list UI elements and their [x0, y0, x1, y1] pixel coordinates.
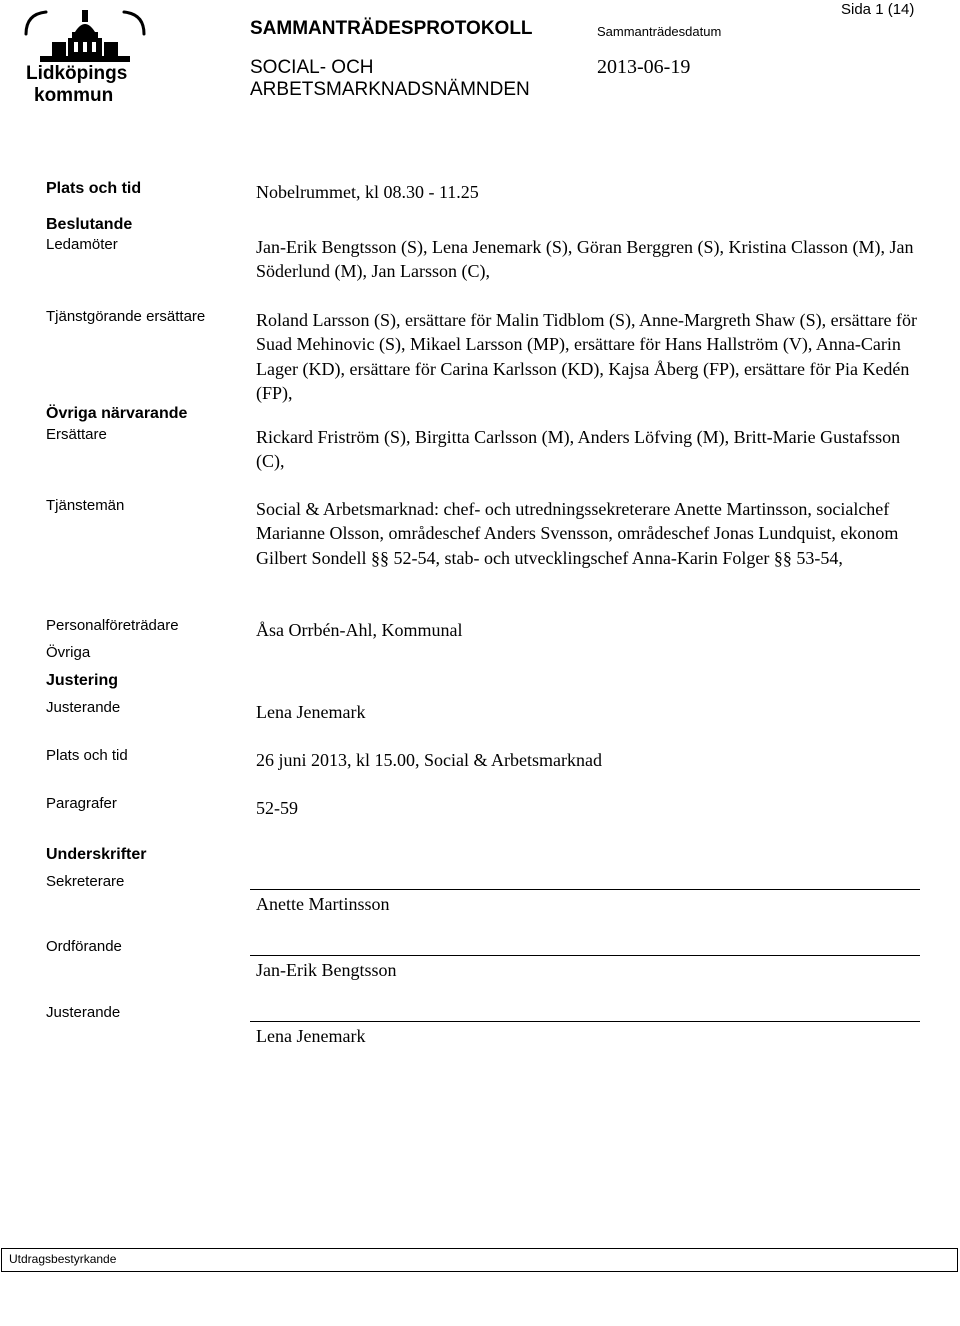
value-tjanstgorande-ersattare: Roland Larsson (S), ersättare för Malin Tidblom (S), Anne-Margreth Shaw (S), ersättare för Suad Mehinovic (S), Mikael Larsson (MP), ersättare för Hans Hallström (V), Anna-Carin Lager (KD), ersättare för Carina Karlsson (KD), Kajsa Åberg (FP), ersättare för Pia Kedén (FP),: [256, 310, 918, 403]
value-plats-och-tid: Nobelrummet, kl 08.30 - 11.25: [256, 182, 479, 202]
page-number: Sida 1 (14): [841, 1, 915, 18]
label-sekreterare: Sekreterare: [46, 873, 125, 890]
date-label: Sammanträdesdatum: [597, 24, 722, 39]
label-tjansteman: Tjänstemän: [46, 497, 125, 514]
logo-text-line1: Lidköpings: [26, 63, 128, 84]
value-personalforetradare: Åsa Orrbén-Ahl, Kommunal: [256, 620, 463, 640]
value-justerande: Lena Jenemark: [256, 702, 366, 722]
organization-line1: SOCIAL- OCH: [250, 57, 374, 78]
label-ledamoter: Ledamöter: [46, 236, 118, 253]
label-ersattare: Ersättare: [46, 426, 107, 443]
value-ledamoter: Jan-Erik Bengtsson (S), Lena Jenemark (S), Göran Berggren (S), Kristina Classon (M), Jan Söderlund (M), Jan Larsson (C),: [256, 237, 914, 282]
label-underskrifter: Underskrifter: [46, 846, 147, 863]
label-plats-och-tid: Plats och tid: [46, 180, 142, 197]
signature-name-ordforande: Jan-Erik Bengtsson: [256, 960, 397, 980]
value-justering-plats-och-tid: 26 juni 2013, kl 15.00, Social & Arbetsmarknad: [256, 750, 602, 770]
footer-utdragsbestyrkande: Utdragsbestyrkande: [9, 1252, 117, 1266]
label-justerande: Justerande: [46, 699, 121, 716]
label-beslutande: Beslutande: [46, 216, 133, 233]
document-title: SAMMANTRÄDESPROTOKOLL: [250, 18, 533, 39]
value-ersattare: Rickard Friström (S), Birgitta Carlsson (M), Anders Löfving (M), Britt-Marie Gustafsson (C),: [256, 427, 901, 472]
label-ovriga-narvarande: Övriga närvarande: [46, 405, 188, 422]
value-tjansteman: Social & Arbetsmarknad: chef- och utredningssekreterare Anette Martinsson, socialchef Marianne Olsson, områdeschef Anders Svensson, områdeschef Jonas Lundquist, ekonom Gilbert Sondell §§ 52-54, stab- och utvecklingschef Anna-Karin Folger §§ 53-54,: [256, 499, 899, 568]
value-paragrafer: 52-59: [256, 798, 298, 818]
label-justering: Justering: [46, 672, 119, 689]
label-paragrafer: Paragrafer: [46, 795, 117, 812]
footer-box: [1, 1248, 958, 1272]
signature-name-justerande: Lena Jenemark: [256, 1026, 366, 1046]
label-tjanstgorande-ersattare: Tjänstgörande ersättare: [46, 308, 206, 325]
signature-line-ordforande: [250, 955, 920, 956]
signature-line-justerande: [250, 1021, 920, 1022]
logo-text-line2: kommun: [34, 85, 114, 106]
organization-line2: ARBETSMARKNADSNÄMNDEN: [250, 79, 530, 100]
label-ovriga: Övriga: [46, 644, 91, 661]
label-ordforande: Ordförande: [46, 938, 122, 955]
signature-line-sekreterare: [250, 889, 920, 890]
signature-name-sekreterare: Anette Martinsson: [256, 894, 390, 914]
municipality-logo: [22, 6, 152, 110]
meeting-date: 2013-06-19: [597, 56, 691, 78]
label-personalforetradare: Personalföreträdare: [46, 617, 179, 634]
label-justering-plats-och-tid: Plats och tid: [46, 747, 128, 764]
label-justerande-signature: Justerande: [46, 1004, 121, 1021]
